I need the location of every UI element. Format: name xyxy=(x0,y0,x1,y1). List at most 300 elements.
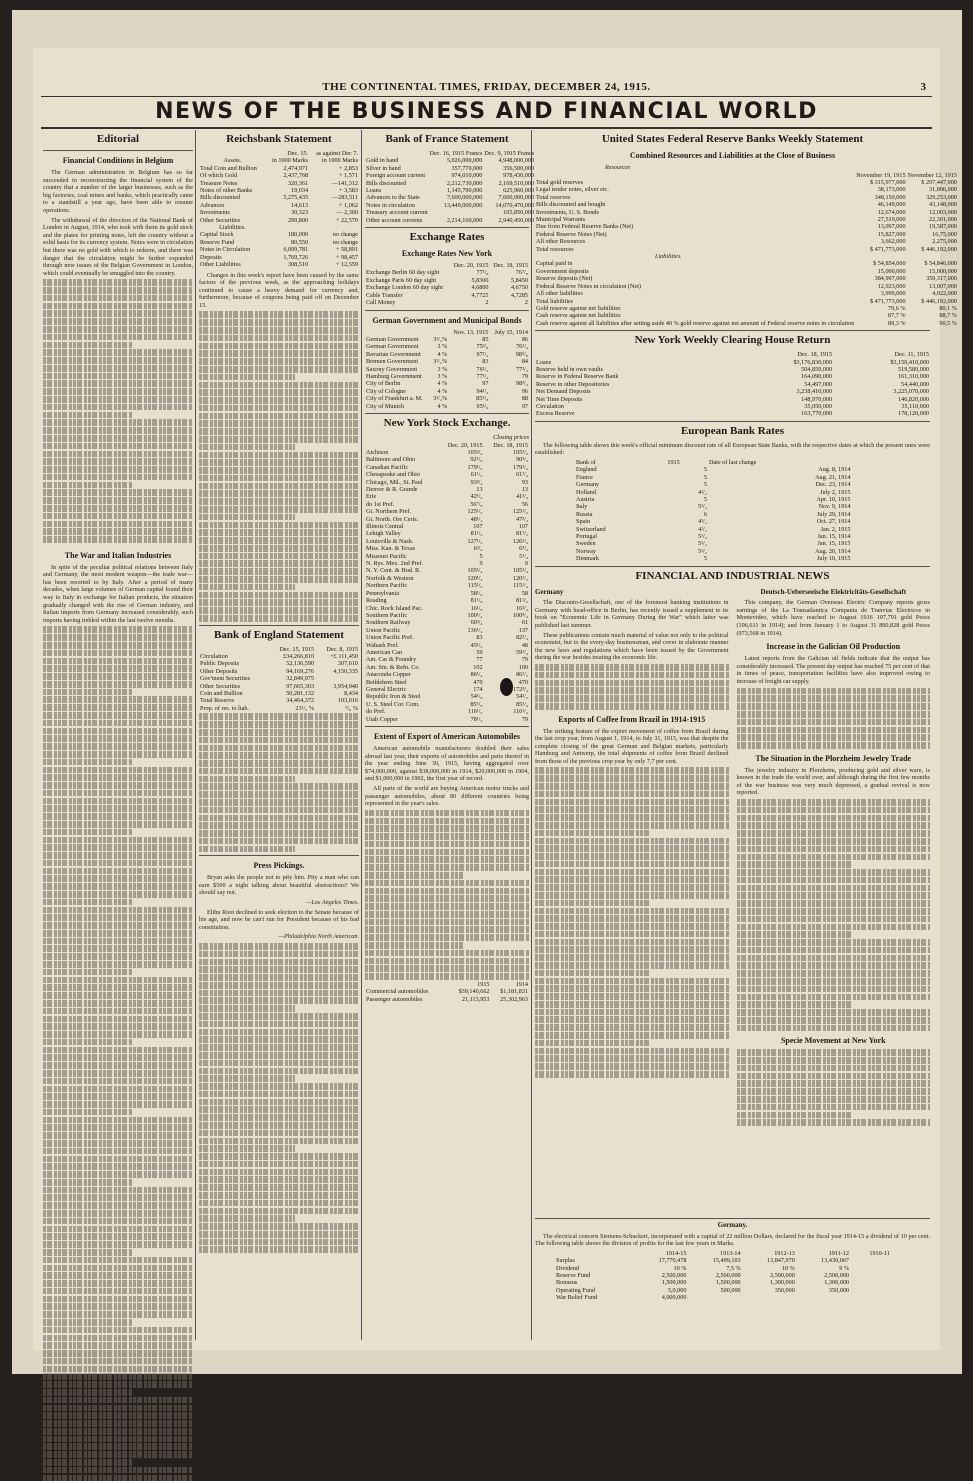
text-line xyxy=(737,931,853,938)
text-line xyxy=(43,658,193,665)
row-label: Bills discounted xyxy=(366,179,407,187)
article-title: Financial Conditions in Belgium xyxy=(62,156,174,165)
row-label: Call Money xyxy=(366,299,396,307)
table-row xyxy=(199,660,359,667)
table-row xyxy=(365,567,529,574)
table-row xyxy=(555,1257,891,1264)
text-line xyxy=(43,404,193,411)
text-line xyxy=(535,985,729,992)
date-header: November 12, 1915 xyxy=(907,171,957,179)
cell-value: 348,150,000 xyxy=(874,193,906,201)
cell-value: 5¹/₂ xyxy=(698,547,707,555)
text-line xyxy=(43,1109,133,1116)
row-label: Passenger automobiles xyxy=(366,995,423,1003)
text-line xyxy=(737,1049,931,1056)
cell-value: 350,000 xyxy=(774,1286,795,1294)
text-line xyxy=(43,1475,193,1481)
cell-value: —283,511 xyxy=(331,194,358,202)
row-label: Exchange Paris 60 day sight xyxy=(366,276,437,284)
text-line xyxy=(43,1288,193,1295)
text-line xyxy=(43,743,193,750)
cell-value: no change xyxy=(332,238,358,246)
row-label: Investments xyxy=(200,209,230,217)
text-line xyxy=(199,713,359,720)
cell-value: no change xyxy=(332,231,358,239)
text-line xyxy=(199,560,359,567)
table-row xyxy=(365,493,529,500)
cell-value: + 3,583 xyxy=(339,187,358,195)
reichsbank-column xyxy=(199,130,359,1345)
table-row xyxy=(365,388,529,395)
cell-value: 15,000,000 xyxy=(877,267,906,275)
text-line xyxy=(43,536,193,543)
text-line xyxy=(199,959,359,966)
row-label: Loans xyxy=(366,187,382,195)
table-row xyxy=(365,358,529,365)
text-line xyxy=(199,413,359,420)
cell-value: 107 xyxy=(518,523,528,531)
cell-value: 105³/₄ xyxy=(467,448,483,456)
federal-reserve-table xyxy=(535,172,958,328)
cell-value: 80,1 % xyxy=(939,304,957,312)
text-line xyxy=(43,528,193,535)
cell-value: 12,003,000 xyxy=(929,208,957,216)
table-row xyxy=(575,540,852,547)
row-label: Russia xyxy=(576,510,593,518)
text-line xyxy=(43,1249,133,1256)
cell-value: $3,150,410,000 xyxy=(890,358,929,366)
table-row xyxy=(535,283,958,290)
text-line xyxy=(43,427,193,434)
page-number: 3 xyxy=(920,81,926,93)
text-line xyxy=(199,1130,359,1137)
column-heading: Reichsbank Statement xyxy=(226,133,332,145)
cell-value: 94,169,276 xyxy=(286,667,315,675)
cell-value: 4,150,335 xyxy=(333,667,358,675)
cell-value: 3,999,000 xyxy=(880,290,906,298)
cell-value: 19,587,000 xyxy=(929,223,957,231)
cell-value: 1,500,000 xyxy=(715,1279,741,1287)
text-line xyxy=(43,696,193,703)
cell-value: 15,000,000 xyxy=(929,267,957,275)
text-line xyxy=(199,350,359,357)
cell-value: $ 315,977,000 xyxy=(869,179,906,186)
text-line xyxy=(199,1099,359,1106)
text-line xyxy=(737,807,931,814)
federal-reserve-column xyxy=(535,130,957,1345)
article-title: Increase in the Galician Oil Production xyxy=(766,642,901,652)
row-label: Spain xyxy=(576,518,591,526)
cell-value: 5¹/₂ xyxy=(698,503,707,511)
article-paragraph: The striking feature of the export movement of coffee from Brazil during the last crop year, from August 1, 1914, to July 31, 1915, was that despite the complete closing of the great German and Belgian markets, particularly Hamburg and Antwerp, the total shipments of coffee from Brazil declined from those of the previous crop year by only 7,7 per cent. xyxy=(535,727,729,765)
siemens-profits-table xyxy=(555,1250,891,1302)
cell-value: 2,500,000 xyxy=(715,1272,741,1279)
text-line xyxy=(43,1187,193,1194)
cell-value: 60³/₄ xyxy=(470,619,483,627)
text-line xyxy=(365,950,529,957)
table-row xyxy=(365,277,529,284)
divider xyxy=(41,127,932,129)
text-line xyxy=(365,856,529,863)
text-line xyxy=(737,822,931,829)
text-line xyxy=(43,875,193,882)
table-row xyxy=(535,410,930,417)
row-label: Net Time Deposits xyxy=(536,395,583,403)
row-label: Federal Reserve Notes (Net) xyxy=(536,230,607,238)
cell-value: 359,317,000 xyxy=(925,275,957,283)
text-line xyxy=(43,665,193,672)
table-row xyxy=(199,187,359,194)
cell-value: 16¹/₈ xyxy=(470,604,483,612)
table-row xyxy=(535,359,930,366)
cell-value: 15,499,103 xyxy=(712,1257,741,1265)
text-line xyxy=(43,1443,193,1450)
cell-value: Oct. 27, 1914 xyxy=(816,518,851,526)
text-line xyxy=(365,872,463,879)
table-row xyxy=(365,456,529,463)
text-line xyxy=(535,799,729,806)
text-line xyxy=(535,1063,729,1070)
row-label: Other Securities xyxy=(200,216,241,224)
cell-value: 7,600,000,000 xyxy=(498,194,535,202)
text-line xyxy=(535,931,729,938)
article-paragraph: All parts of the world are buying American motor trucks and passenger automobiles, about 80 different countries being represented in the year's sales. xyxy=(365,784,529,808)
section-subheading: Exchange Rates New York xyxy=(401,249,493,259)
row-label: Reserve in other Depositories xyxy=(536,380,610,388)
row-label: Denmark xyxy=(576,555,600,563)
table-row xyxy=(555,1294,891,1301)
article-paragraph: Latest reports from the Galician oil fields indicate that the output has considerably increased. The present day output has reached 75 per cent of that in times of peace, transportation facilities have also improved owing to increase of freight car supply. xyxy=(736,655,931,685)
section-heading: Extent of Export of American Automobiles xyxy=(374,732,520,741)
cell-value: 6 xyxy=(703,510,707,518)
date-header: November 19, 1915 xyxy=(856,171,906,179)
cell-value: 78¹/₂ xyxy=(470,715,483,723)
date-header: Dec. 9, 1915 Francs xyxy=(484,150,535,157)
text-line xyxy=(199,752,359,759)
cell-value: 76⁷/₈ xyxy=(515,269,528,277)
table-row xyxy=(199,668,359,675)
text-line xyxy=(43,1031,193,1038)
text-line xyxy=(43,673,193,680)
row-label: Total liabilities xyxy=(536,297,574,305)
table-row xyxy=(365,508,529,515)
cell-value: 48¹/₂ xyxy=(470,515,483,523)
text-line xyxy=(737,1009,931,1016)
cell-value: — 2,360 xyxy=(336,209,358,217)
text-line xyxy=(43,365,193,372)
cell-value: 3 % xyxy=(437,365,448,373)
cell-value: 625,960,000 xyxy=(503,187,535,195)
cell-value: 88,7 % xyxy=(939,312,957,320)
text-line xyxy=(535,1040,651,1047)
text-line xyxy=(43,891,193,898)
text-line xyxy=(199,1075,295,1082)
table-row xyxy=(535,305,958,312)
text-line xyxy=(43,287,193,294)
text-line xyxy=(43,497,193,504)
divider xyxy=(535,330,930,331)
cell-value: 125¹/₂ xyxy=(512,508,528,516)
cell-value: 504,850,000 xyxy=(801,365,833,373)
text-line xyxy=(365,934,529,941)
text-line xyxy=(199,966,359,973)
text-line xyxy=(199,1106,359,1113)
cell-value: $ 471,773,000 xyxy=(869,245,906,253)
text-line xyxy=(365,958,529,965)
text-line xyxy=(43,1000,193,1007)
cell-value: 178,120,000 xyxy=(898,410,929,418)
text-line xyxy=(43,852,193,859)
text-line xyxy=(43,1016,193,1023)
table-row xyxy=(575,489,852,496)
year-header: 1910-11 xyxy=(869,1249,890,1257)
table-row xyxy=(575,496,852,503)
cell-value: 79 xyxy=(521,715,528,723)
text-line xyxy=(43,1381,193,1388)
table-row xyxy=(365,464,529,471)
text-line xyxy=(737,970,931,977)
row-label: Missouri Pacific xyxy=(366,552,407,560)
text-line xyxy=(199,1091,359,1098)
cell-value: 97¹/₂ xyxy=(476,350,489,358)
row-label: Norway xyxy=(576,547,596,555)
text-line xyxy=(737,924,931,931)
cell-value: 61¹/₄ xyxy=(516,471,528,479)
cell-value: 23¹/₂ % xyxy=(295,704,315,712)
text-line xyxy=(199,405,359,412)
section-heading: European Bank Rates xyxy=(680,424,785,437)
text-line xyxy=(737,799,931,806)
text-line xyxy=(43,295,193,302)
text-line xyxy=(199,807,359,814)
row-label: Due from Federal Reserve Banks (Net) xyxy=(536,223,634,231)
text-line xyxy=(43,451,193,458)
text-line xyxy=(43,1101,193,1108)
cell-value: 15,827,000 xyxy=(877,230,906,238)
table-row xyxy=(365,605,529,612)
row-label: Prop. of res. to liab. xyxy=(200,704,249,712)
cell-value: 98³/₄ xyxy=(516,380,528,388)
cell-value: 58 xyxy=(521,589,528,597)
text-line xyxy=(43,759,133,766)
cell-value: 4,7725 xyxy=(471,291,489,299)
text-line xyxy=(737,986,931,993)
table-row xyxy=(365,299,529,306)
cell-value: 2,437,768 xyxy=(283,172,309,180)
text-line xyxy=(43,860,193,867)
table-row xyxy=(365,194,535,201)
text-line xyxy=(737,1119,931,1126)
cell-value: 76¹/₄ xyxy=(516,343,528,351)
table-row xyxy=(365,516,529,523)
cell-value: $ 54,854,000 xyxy=(873,260,906,268)
table-row xyxy=(365,180,535,187)
table-row xyxy=(365,373,529,380)
text-line xyxy=(43,334,193,341)
article-title: Exports of Coffee from Brazil in 1914-1915 xyxy=(558,714,706,724)
text-line xyxy=(43,681,193,688)
text-line xyxy=(199,1184,359,1191)
table-row xyxy=(575,526,852,533)
text-line xyxy=(737,1073,931,1080)
row-label: Circulation xyxy=(200,652,228,660)
cell-value: 4 % xyxy=(437,402,448,410)
cell-value: 307,610 xyxy=(337,660,358,668)
text-line xyxy=(199,436,359,443)
table-row xyxy=(535,388,930,395)
row-label: Hamburg Government xyxy=(366,372,422,380)
cell-value: 384,997,000 xyxy=(874,275,906,283)
cell-value: 320,361 xyxy=(287,179,309,187)
text-line xyxy=(43,868,193,875)
row-label: Louisville & Nash. xyxy=(366,537,414,545)
cell-value: 17,770,478 xyxy=(658,1257,687,1265)
row-label: Germany xyxy=(576,481,600,489)
row-label: Lehigh Valley xyxy=(366,530,401,538)
table-row xyxy=(365,582,529,589)
cell-value: 137 xyxy=(518,626,528,634)
cell-value: 974,010,000 xyxy=(451,172,483,180)
cell-value: $ 471,773,000 xyxy=(869,297,906,305)
table-row xyxy=(199,172,359,179)
cell-value: 105¹/₄ xyxy=(512,567,528,575)
cell-value: Nov. 9, 1914 xyxy=(818,503,851,511)
text-line xyxy=(43,489,193,496)
row-label: N. Rys. Mex. 2nd Pref. xyxy=(366,560,424,568)
row-label: Chic. Rock Island Pac. xyxy=(366,604,423,612)
table-row xyxy=(365,523,529,530)
text-line xyxy=(43,1350,193,1357)
section-heading: FINANCIAL AND INDUSTRIAL NEWS xyxy=(635,569,830,582)
cell-value: 48 xyxy=(521,641,528,649)
text-line xyxy=(43,798,193,805)
row-label: Sweden xyxy=(576,540,596,548)
cell-value: 79,6 % xyxy=(888,304,906,312)
row-label: War Relief Fund xyxy=(556,1294,598,1302)
table-row xyxy=(365,501,529,508)
date-header: Dec. 18, 1915 xyxy=(797,351,833,359)
text-line xyxy=(199,599,359,606)
text-line xyxy=(199,529,359,536)
column-rule xyxy=(195,130,196,1340)
text-line xyxy=(737,939,931,946)
table-row xyxy=(365,538,529,545)
row-label: Anaconda Copper xyxy=(366,671,411,679)
cell-value: 102 xyxy=(473,663,483,671)
text-line xyxy=(535,1009,729,1016)
text-line xyxy=(43,1397,193,1404)
text-line xyxy=(43,1117,193,1124)
cell-value: Jan. 2, 1915 xyxy=(820,525,851,533)
cell-value: 978,430,000 xyxy=(503,172,535,180)
cell-value: 13,007,000 xyxy=(929,282,957,290)
date-header: Dec. 20, 1915 xyxy=(447,441,483,449)
cell-value: 5 xyxy=(703,473,707,481)
text-line xyxy=(737,711,931,718)
table-row xyxy=(199,209,359,216)
cell-value: 16,75,000 xyxy=(932,230,957,238)
cell-value: 6,099,781 xyxy=(283,246,309,254)
text-line xyxy=(199,997,359,1004)
row-label: Of which Gold xyxy=(200,172,238,180)
text-line xyxy=(199,514,295,521)
text-line xyxy=(43,1373,193,1380)
divider xyxy=(43,150,193,151)
cell-value: 163,770,000 xyxy=(801,410,833,418)
table-row xyxy=(365,612,529,619)
table-row xyxy=(199,653,359,660)
text-line xyxy=(535,915,729,922)
markets-column xyxy=(365,130,535,1345)
cell-value: 174 xyxy=(473,685,483,693)
cell-value: 95¹/₄ xyxy=(476,402,489,410)
article-body-text xyxy=(737,799,931,1031)
text-line xyxy=(365,911,529,918)
row-label: Advances to the State xyxy=(366,194,420,202)
text-line xyxy=(535,814,729,821)
row-label: Operating Fund xyxy=(556,1286,596,1294)
year-header: 1913-14 xyxy=(720,1249,741,1257)
cell-value: Apr. 10, 1915 xyxy=(816,496,851,503)
row-label: Notes in circulation xyxy=(366,201,415,209)
article-paragraph: Elihu Root declined to seek election to the Senate because of his age, and now he can't run for President because of his bad constitution. xyxy=(199,908,359,931)
cell-value: 4¹/₂ xyxy=(698,525,707,533)
text-line xyxy=(535,1071,729,1078)
table-row xyxy=(365,545,529,552)
text-line xyxy=(43,342,133,349)
cell-value: 14,613 xyxy=(291,201,309,209)
text-line xyxy=(199,982,359,989)
table-row xyxy=(555,1287,891,1294)
section-heading: German Government and Municipal Bonds xyxy=(372,315,522,325)
cell-value: 127¹/₂ xyxy=(467,537,483,545)
table-row xyxy=(575,555,852,562)
table-row xyxy=(199,180,359,187)
cell-value: 2,212,730,000 xyxy=(446,179,483,187)
cell-value: 148,970,000 xyxy=(801,395,833,403)
row-label: Republic Iron & Steel xyxy=(366,693,421,701)
cell-value: 90³/₄ xyxy=(516,456,528,464)
text-line xyxy=(199,1029,359,1036)
cell-value: Aug. 21, 1914 xyxy=(815,473,851,481)
cell-value: 116¹/₄ xyxy=(467,708,483,716)
cell-value: 13,847,970 xyxy=(766,1257,795,1265)
cell-value: 146,820,000 xyxy=(898,395,929,403)
cell-value: 5,275,435 xyxy=(283,194,309,202)
row-label: City of Berlin xyxy=(366,380,401,388)
table-row xyxy=(575,503,852,510)
text-line xyxy=(43,482,133,489)
row-label: Bethlehem Steel xyxy=(366,678,407,686)
table-row xyxy=(365,560,529,567)
date-header: Dec. 16, 1915 Francs xyxy=(429,150,483,157)
table-row xyxy=(575,481,852,488)
cell-value: 126¹/₄ xyxy=(512,537,528,545)
table-row xyxy=(535,209,958,216)
text-line xyxy=(43,837,193,844)
row-label: Notes of other Banks xyxy=(200,187,253,195)
text-line xyxy=(43,953,193,960)
text-line xyxy=(43,1093,193,1100)
text-line xyxy=(535,869,729,876)
cell-value: + 22,570 xyxy=(335,216,358,224)
text-line xyxy=(199,327,359,334)
text-line xyxy=(199,1161,359,1168)
row-label: City of Frankfurt a. M. xyxy=(366,395,423,403)
table-row xyxy=(365,157,535,164)
cell-value: 85⁵/₈ xyxy=(470,700,483,708)
text-line xyxy=(43,1226,193,1233)
